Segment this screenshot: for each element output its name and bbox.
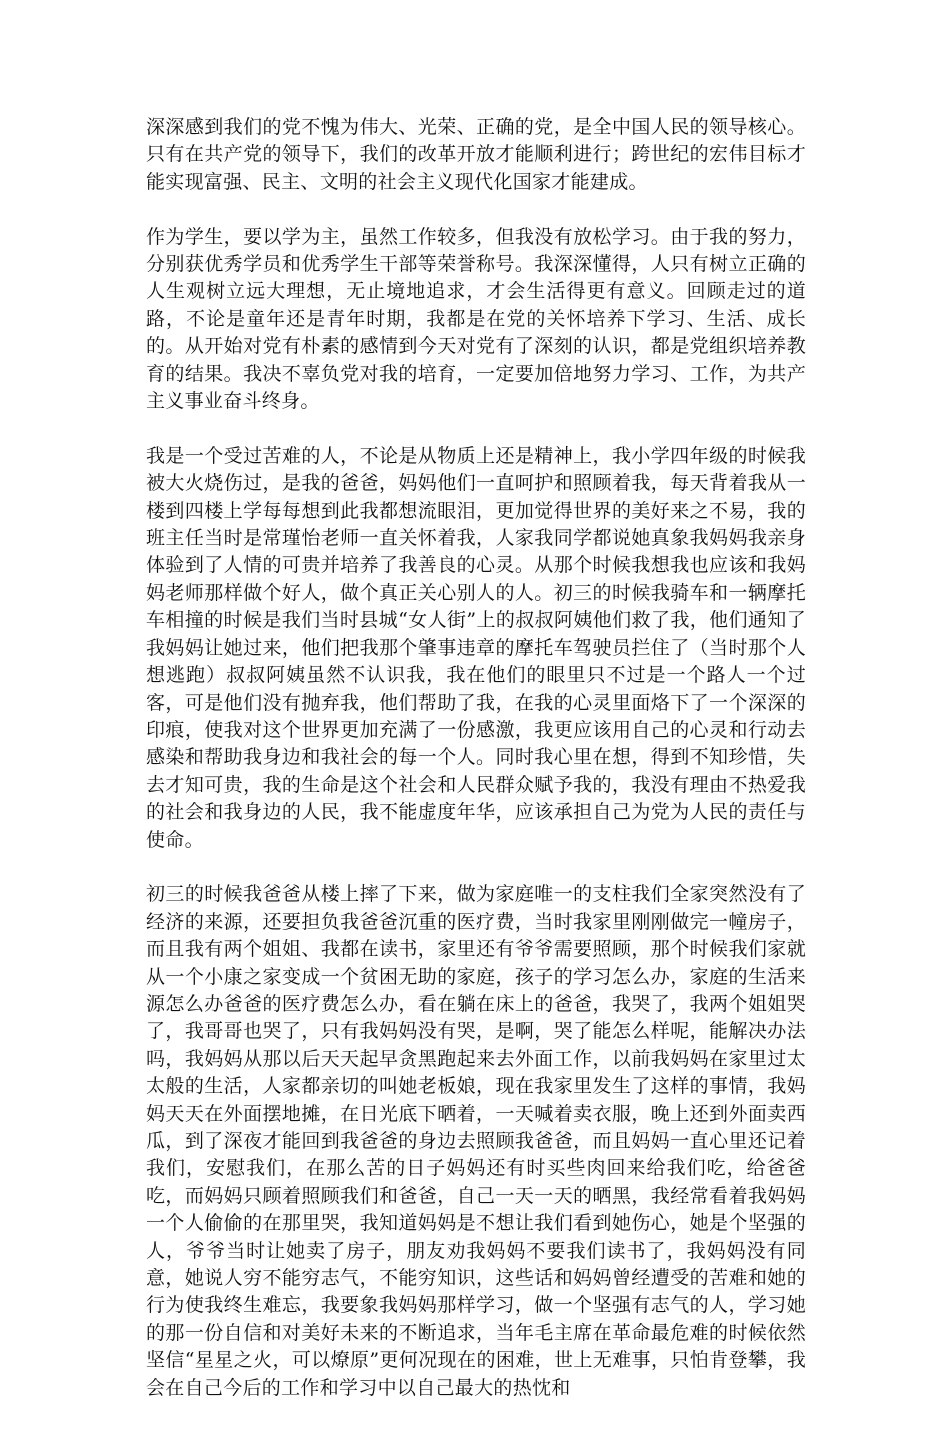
paragraph-3: 我是一个受过苦难的人，不论是从物质上还是精神上，我小学四年级的时候我被大火烧伤过，是我的爸爸，妈妈他们一直呵护和照顾着我，每天背着我从一楼到四楼上学每每想到此我都想流眼泪，更加觉得世界的美好来之不易，我的班主任当时是常瑾怡老师一直关怀着我，人家我同学都说她真象我妈妈我亲身体验到了人情的可贵并培养了我善良的心灵。从那个时候我想我也应该和我妈妈老师那样做个好人，做个真正关心别人的人。初三的时候我骑车和一辆摩托车相撞的时候是我们当时县城“女人街”上的叔叔阿姨他们救了我，他们通知了我妈妈让她过来，他们把我那个肇事违章的摩托车驾驶员拦住了（当时那个人想逃跑）叔叔阿姨虽然不认识我，我在他们的眼里只不过是一个路人一个过客，可是他们没有抛弃我，他们帮助了我，在我的心灵里面烙下了一个深深的印痕，使我对这个世界更加充满了一份感激，我更应该用自己的心灵和行动去感染和帮助我身边和我社会的每一个人。同时我心里在想，得到不知珍惜，失去才知可贵，我的生命是这个社会和人民群众赋予我的，我没有理由不热爱我的社会和我身边的人民，我不能虚度年华，应该承担自己为党为人民的责任与使命。 — [146, 444, 806, 851]
paragraph-2: 作为学生，要以学为主，虽然工作较多，但我没有放松学习。由于我的努力，分别获优秀学员和优秀学生干部等荣誉称号。我深深懂得，人只有树立正确的人生观树立远大理想，无止境地追求，才会生活得更有意义。回顾走过的道路，不论是童年还是青年时期，我都是在党的关怀培养下学习、生活、成长的。从开始对党有朴素的感情到今天对党有了深刻的认识，都是党组织培养教育的结果。我决不辜负党对我的培育，一定要加倍地努力学习、工作，为共产主义事业奋斗终身。 — [146, 225, 806, 413]
document-body — [146, 114, 806, 1429]
paragraph-1: 深深感到我们的党不愧为伟大、光荣、正确的党，是全中国人民的领导核心。只有在共产党的领导下，我们的改革开放才能顺利进行；跨世纪的宏伟目标才能实现富强、民主、文明的社会主义现代化国家才能建成。 — [146, 116, 806, 193]
paragraph-4: 初三的时候我爸爸从楼上摔了下来，做为家庭唯一的支柱我们全家突然没有了经济的来源，还要担负我爸爸沉重的医疗费，当时我家里刚刚做完一幢房子，而且我有两个姐姐、我都在读书，家里还有爷爷需要照顾，那个时候我们家就从一个小康之家变成一个贫困无助的家庭，孩子的学习怎么办，家庭的生活来源怎么办爸爸的医疗费怎么办，看在躺在床上的爸爸，我哭了，我两个姐姐哭了，我哥哥也哭了，只有我妈妈没有哭，是啊，哭了能怎么样呢，能解决办法吗，我妈妈从那以后天天起早贪黑跑起来去外面工作，以前我妈妈在家里过太太般的生活，人家都亲切的叫她老板娘，现在我家里发生了这样的事情，我妈妈天天在外面摆地摊，在日光底下晒着，一天喊着卖衣服，晚上还到外面卖西瓜，到了深夜才能回到我爸爸的身边去照顾我爸爸，而且妈妈一直心里还记着我们，安慰我们，在那么苦的日子妈妈还有时买些肉回来给我们吃，给爸爸吃，而妈妈只顾着照顾我们和爸爸，自己一天一天的晒黑，我经常看着我妈妈一个人偷偷的在那里哭，我知道妈妈是不想让我们看到她伤心，她是个坚强的人，爷爷当时让她卖了房子，朋友劝我妈妈不要我们读书了，我妈妈没有同意，她说人穷不能穷志气，不能穷知识，这些话和妈妈曾经遭受的苦难和她的行为使我终生难忘，我要象我妈妈那样学习，做一个坚强有志气的人，学习她的那一份自信和对美好未来的不断追求，当年毛主席在革命最危难的时候依然坚信“星星之火，可以燎原”更何况现在的困难，世上无难事，只怕肯登攀，我会在自己今后的工作和学习中以自己最大的热忱和 — [146, 883, 806, 1399]
